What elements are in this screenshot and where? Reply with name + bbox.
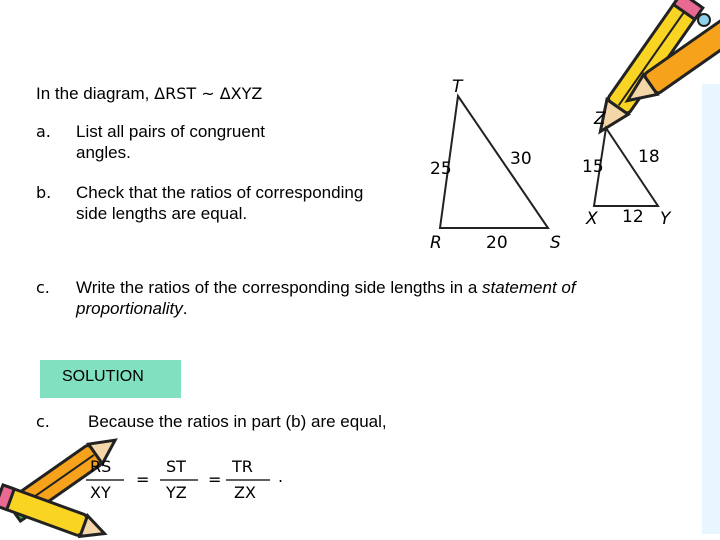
fraction-st-yz	[160, 457, 198, 502]
triangle-rst-shape	[440, 96, 548, 228]
intro-line	[36, 84, 262, 104]
emphasis-text: statement of proportionality	[76, 278, 576, 318]
question-b-label: b.	[36, 183, 52, 202]
fraction-tr-zx	[226, 457, 270, 502]
similarity-statement: ΔRST ~ ΔXYZ	[154, 84, 263, 103]
vertex-z: Z	[594, 109, 606, 129]
side-yz-length: 18	[638, 147, 660, 167]
intro-text: In the diagram,	[36, 84, 155, 103]
vertex-r: R	[430, 233, 442, 253]
vertex-s: S	[550, 233, 561, 253]
question-c-text: Write the ratios of the corresponding side lengths in a statement of proportionality.	[76, 278, 576, 318]
side-rs-length: 20	[486, 233, 508, 253]
side-xz-length: 15	[582, 157, 604, 177]
side-xy-length: 12	[622, 207, 644, 227]
fraction-denominator: XY	[90, 483, 111, 502]
vertex-t: T	[452, 77, 463, 97]
side-st-length: 30	[510, 149, 532, 169]
question-b-text: Check that the ratios of corresponding side lengths are equal.	[76, 183, 364, 223]
proportion-statement	[80, 452, 320, 508]
solution-part-c-label: c.	[36, 412, 50, 431]
fraction-numerator: RS	[90, 457, 112, 476]
equals-sign: =	[208, 470, 222, 489]
triangle-xyz	[578, 100, 678, 230]
solution-heading: SOLUTION	[62, 368, 144, 385]
equals-sign: =	[136, 470, 150, 489]
question-a-label: a.	[36, 122, 51, 141]
vertex-y: Y	[660, 209, 671, 229]
question-c-label: c.	[36, 278, 50, 297]
fraction-denominator: YZ	[166, 483, 187, 502]
side-rt-length: 25	[430, 159, 452, 179]
vertex-x: X	[586, 209, 598, 229]
fraction-numerator: TR	[232, 457, 253, 476]
fraction-denominator: ZX	[234, 483, 256, 502]
triangle-rst	[400, 76, 580, 256]
end-period: .	[278, 467, 284, 486]
fraction-numerator: ST	[166, 457, 186, 476]
fraction-rs-xy	[86, 457, 124, 502]
question-a-text: List all pairs of congruent angles.	[76, 122, 265, 162]
solution-because-text: Because the ratios in part (b) are equal,	[88, 412, 387, 431]
